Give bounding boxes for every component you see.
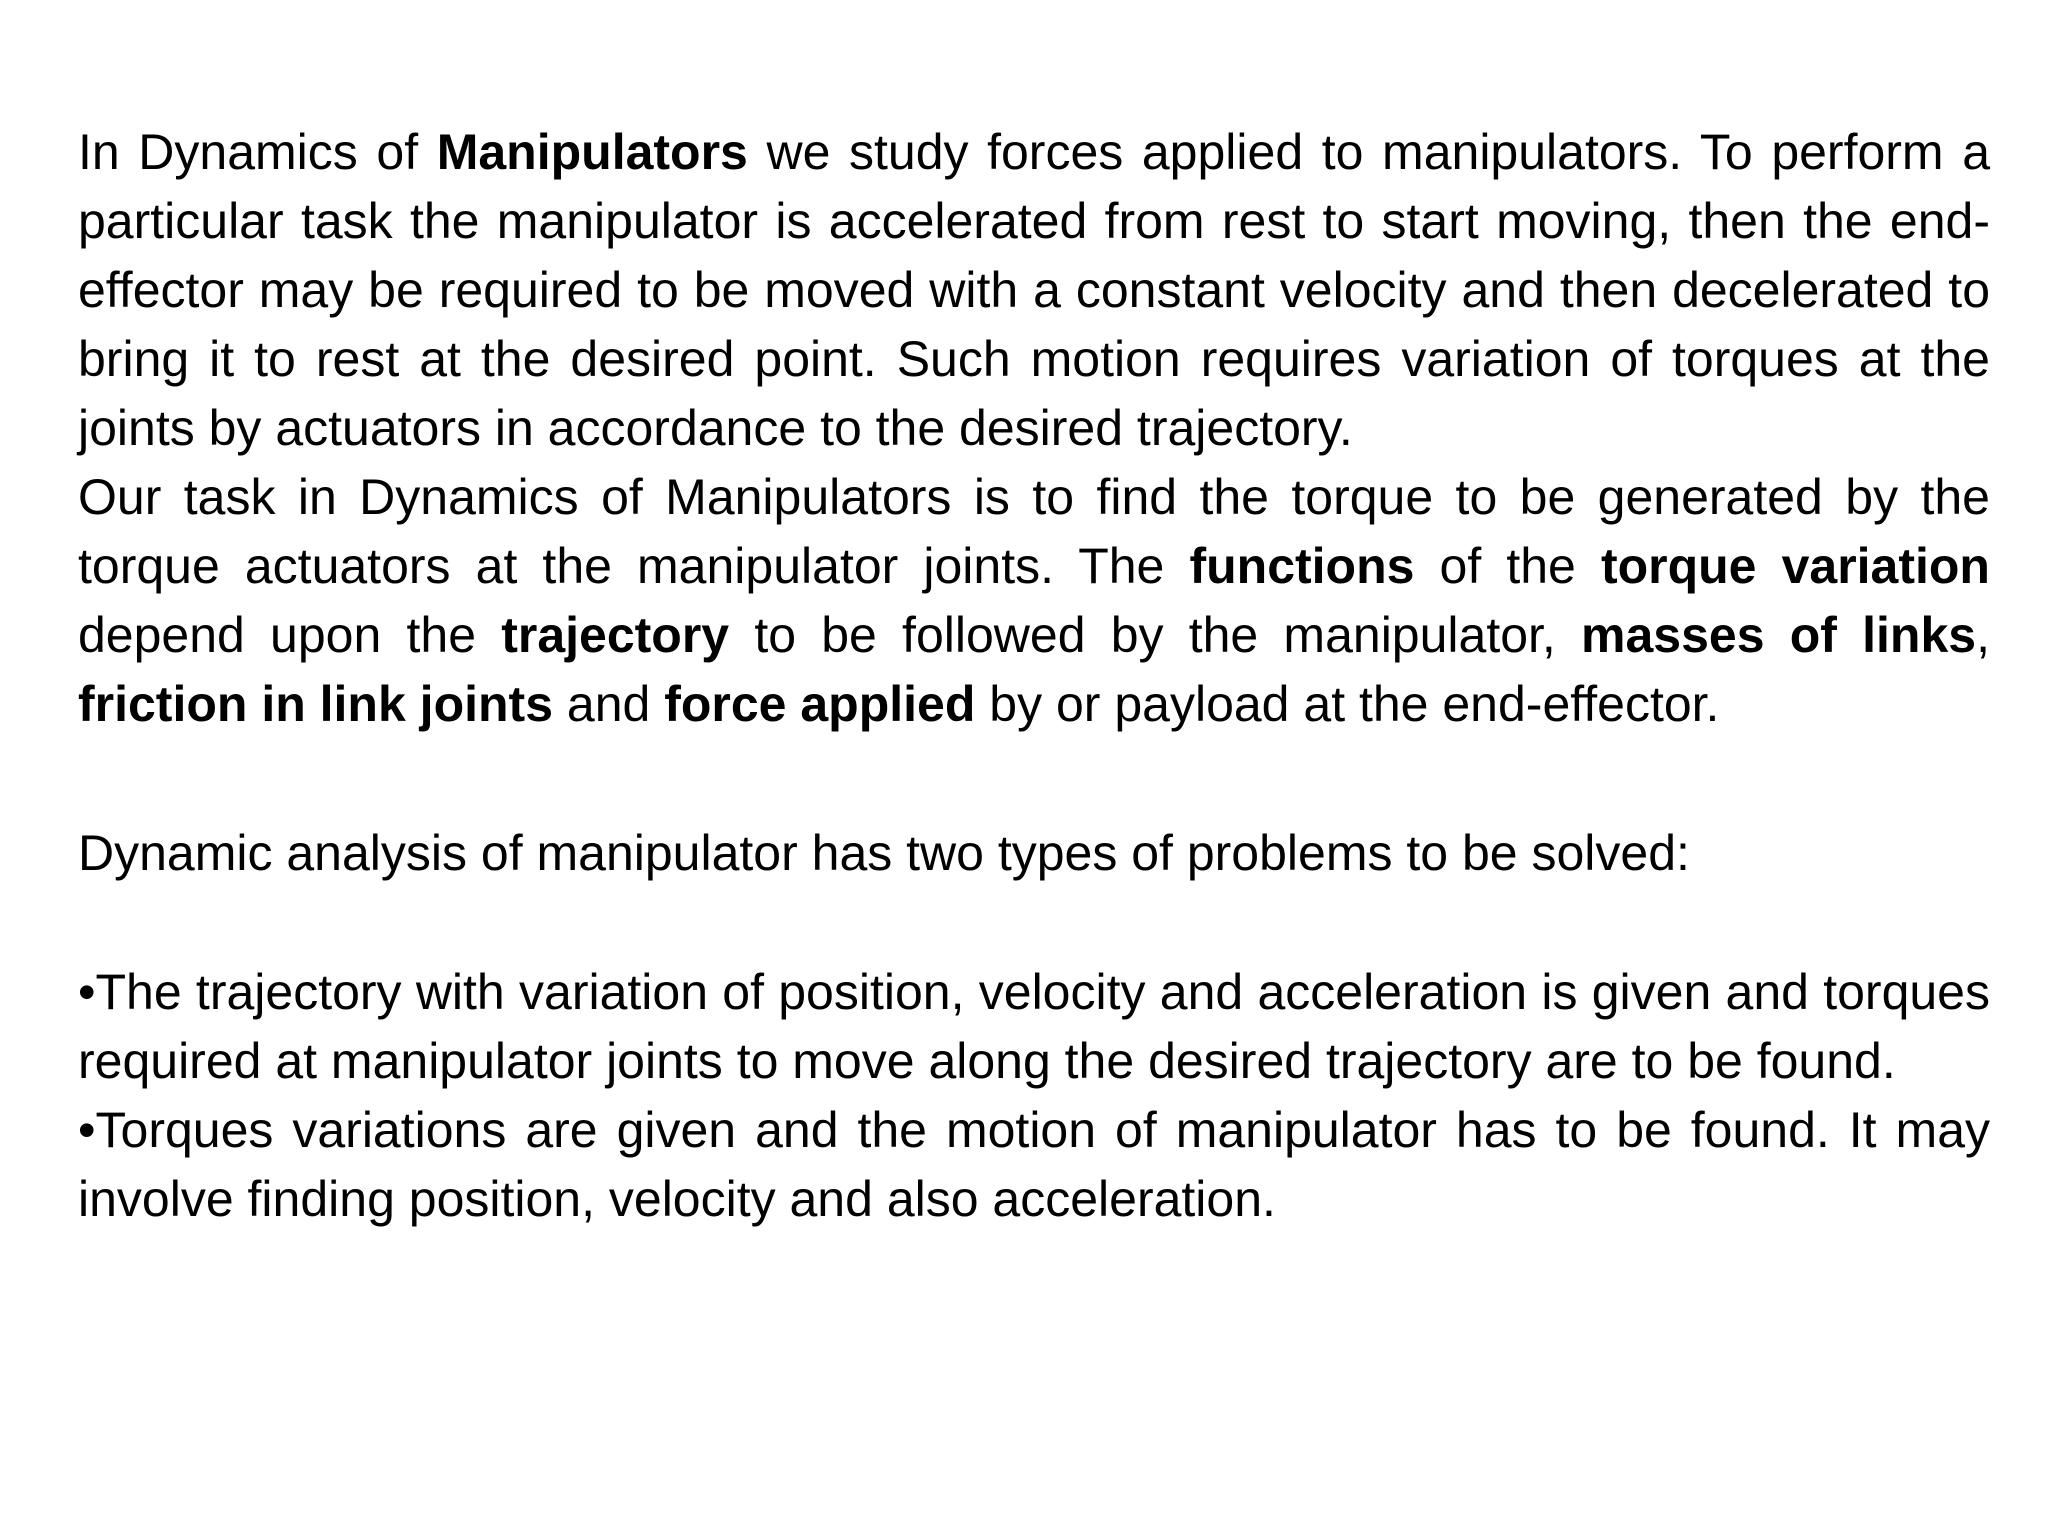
bold-term-functions: functions xyxy=(1189,538,1415,594)
text-run: of the xyxy=(1414,538,1601,594)
bullet-item: •The trajectory with variation of position, velocity and acceleration is given and torques required at manipulator joints to move along the desired trajectory are to be found. xyxy=(78,964,1990,1089)
text-run: Our task in Dynamics of Manipulators is to find the torque to be generated by the torque actuators at the manipulator joints. The xyxy=(78,469,1990,594)
intro-paragraph xyxy=(78,118,1990,463)
spacer xyxy=(78,739,1990,819)
bold-term-friction: friction in link joints xyxy=(78,676,553,732)
bold-term-masses-of-links: masses of links xyxy=(1581,607,1977,663)
text-run: we study forces applied to manipulators. To perform a particular task the manipulator is accelerated from rest to start moving, then the end-effector may be required to be moved with a constant velocity and then decelerated to bring it to rest at the desired point. Such motion requires variation of torques at the joints by actuators in accordance to the desired trajectory. xyxy=(78,124,1990,456)
spacer xyxy=(78,888,1990,958)
bold-term-force-applied: force applied xyxy=(664,676,976,732)
text-run: depend upon the xyxy=(78,607,502,663)
text-run: and xyxy=(553,676,665,732)
text-run: , xyxy=(1976,607,1990,663)
bullet-item: •Torques variations are given and the motion of manipulator has to be found. It may involve finding position, velocity and also acceleration. xyxy=(78,1102,1990,1227)
problems-intro: Dynamic analysis of manipulator has two types of problems to be solved: xyxy=(78,825,1690,881)
slide-content xyxy=(78,118,1990,1234)
text-run: In Dynamics of xyxy=(78,124,437,180)
task-paragraph xyxy=(78,463,1990,739)
bold-term-manipulators: Manipulators xyxy=(436,124,748,180)
bold-term-trajectory: trajectory xyxy=(501,607,730,663)
bold-term-torque-variation: torque variation xyxy=(1600,538,1990,594)
text-run: by or payload at the end-effector. xyxy=(975,676,1720,732)
text-run: to be followed by the manipulator, xyxy=(729,607,1582,663)
